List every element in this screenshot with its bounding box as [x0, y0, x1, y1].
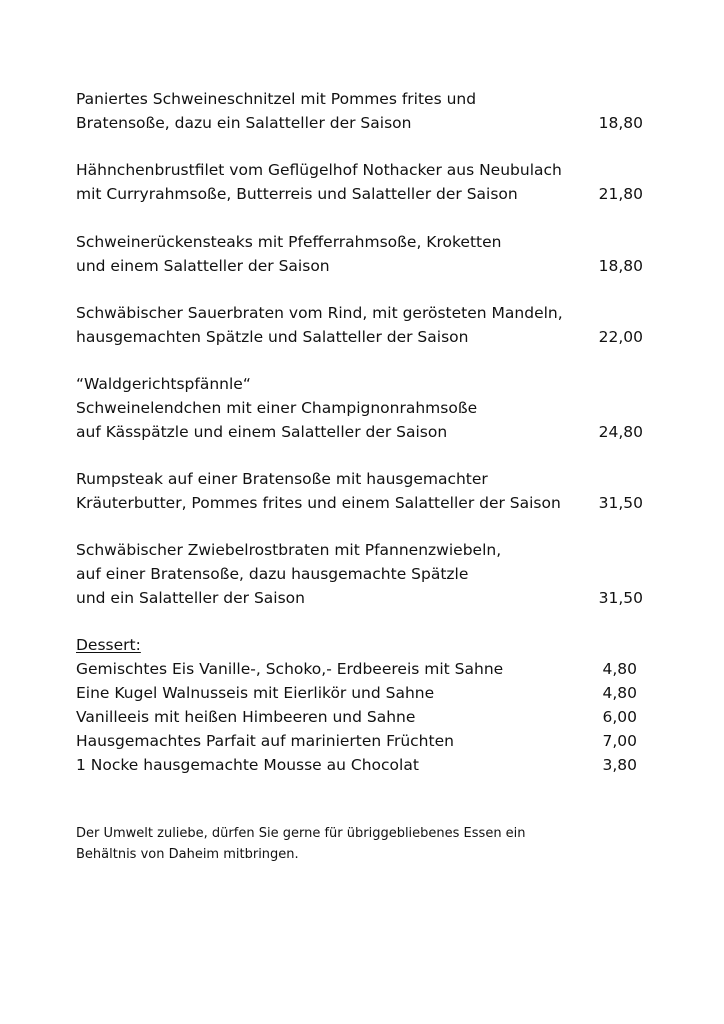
dessert-name: Gemischtes Eis Vanille-, Schoko,- Erdbeereis mit Sahne	[76, 660, 504, 678]
dish-line: Rumpsteak auf einer Bratensoße mit hausgemachter	[76, 470, 488, 488]
dish-price: 18,80	[598, 114, 643, 132]
dish-price: 18,80	[598, 257, 643, 275]
dessert-price: 7,00	[602, 732, 637, 750]
dish-item	[76, 301, 651, 349]
dish-price: 31,50	[598, 589, 643, 607]
note-line: Behältnis von Daheim mitbringen.	[76, 847, 299, 862]
dish-item	[76, 158, 651, 206]
dish-line: auf einer Bratensoße, dazu hausgemachte Spätzle	[76, 565, 469, 583]
dessert-name: Hausgemachtes Parfait auf marinierten Früchten	[76, 732, 454, 750]
dessert-item	[76, 705, 651, 729]
dish-item	[76, 87, 651, 135]
dish-line: auf Kässpätzle und einem Salatteller der Saison	[76, 423, 448, 441]
dessert-price: 4,80	[602, 684, 637, 702]
dish-price: 24,80	[598, 423, 643, 441]
dish-line: und ein Salatteller der Saison	[76, 589, 305, 607]
dish-item	[76, 230, 651, 278]
dish-item	[76, 538, 651, 610]
dessert-price: 4,80	[602, 660, 637, 678]
dessert-name: Eine Kugel Walnusseis mit Eierlikör und Sahne	[76, 684, 435, 702]
dessert-heading: Dessert:	[76, 636, 141, 654]
dessert-price: 3,80	[602, 756, 637, 774]
note-line: Der Umwelt zuliebe, dürfen Sie gerne für übriggebliebenes Essen ein	[76, 826, 526, 841]
dish-line: “Waldgerichtspfännle“	[76, 375, 251, 393]
dish-price: 21,80	[598, 185, 643, 203]
dish-line: Kräuterbutter, Pommes frites und einem Salatteller der Saison	[76, 494, 561, 512]
dessert-name: 1 Nocke hausgemachte Mousse au Chocolat	[76, 756, 419, 774]
dish-price: 31,50	[598, 494, 643, 512]
dessert-item	[76, 729, 651, 753]
dessert-name: Vanilleeis mit heißen Himbeeren und Sahne	[76, 708, 416, 726]
dessert-item	[76, 753, 651, 777]
dish-line: Hähnchenbrustfilet vom Geflügelhof Nothacker aus Neubulach	[76, 161, 562, 179]
dessert-item	[76, 657, 651, 681]
dish-line: und einem Salatteller der Saison	[76, 257, 330, 275]
dish-item	[76, 372, 651, 444]
dish-line: Paniertes Schweineschnitzel mit Pommes frites und	[76, 90, 477, 108]
dish-line: mit Curryrahmsoße, Butterreis und Salatteller der Saison	[76, 185, 518, 203]
dish-line: Bratensoße, dazu ein Salatteller der Saison	[76, 114, 412, 132]
dish-line: hausgemachten Spätzle und Salatteller der Saison	[76, 328, 469, 346]
dessert-item	[76, 681, 651, 705]
dessert-section	[76, 633, 651, 777]
dish-item	[76, 467, 651, 515]
environment-note	[76, 823, 636, 865]
dish-price: 22,00	[598, 328, 643, 346]
dish-line: Schwäbischer Sauerbraten vom Rind, mit gerösteten Mandeln,	[76, 304, 563, 322]
dish-line: Schweinerückensteaks mit Pfefferrahmsoße, Kroketten	[76, 233, 502, 251]
dish-line: Schwäbischer Zwiebelrostbraten mit Pfannenzwiebeln,	[76, 541, 502, 559]
dish-line: Schweinelendchen mit einer Champignonrahmsoße	[76, 399, 478, 417]
dessert-price: 6,00	[602, 708, 637, 726]
